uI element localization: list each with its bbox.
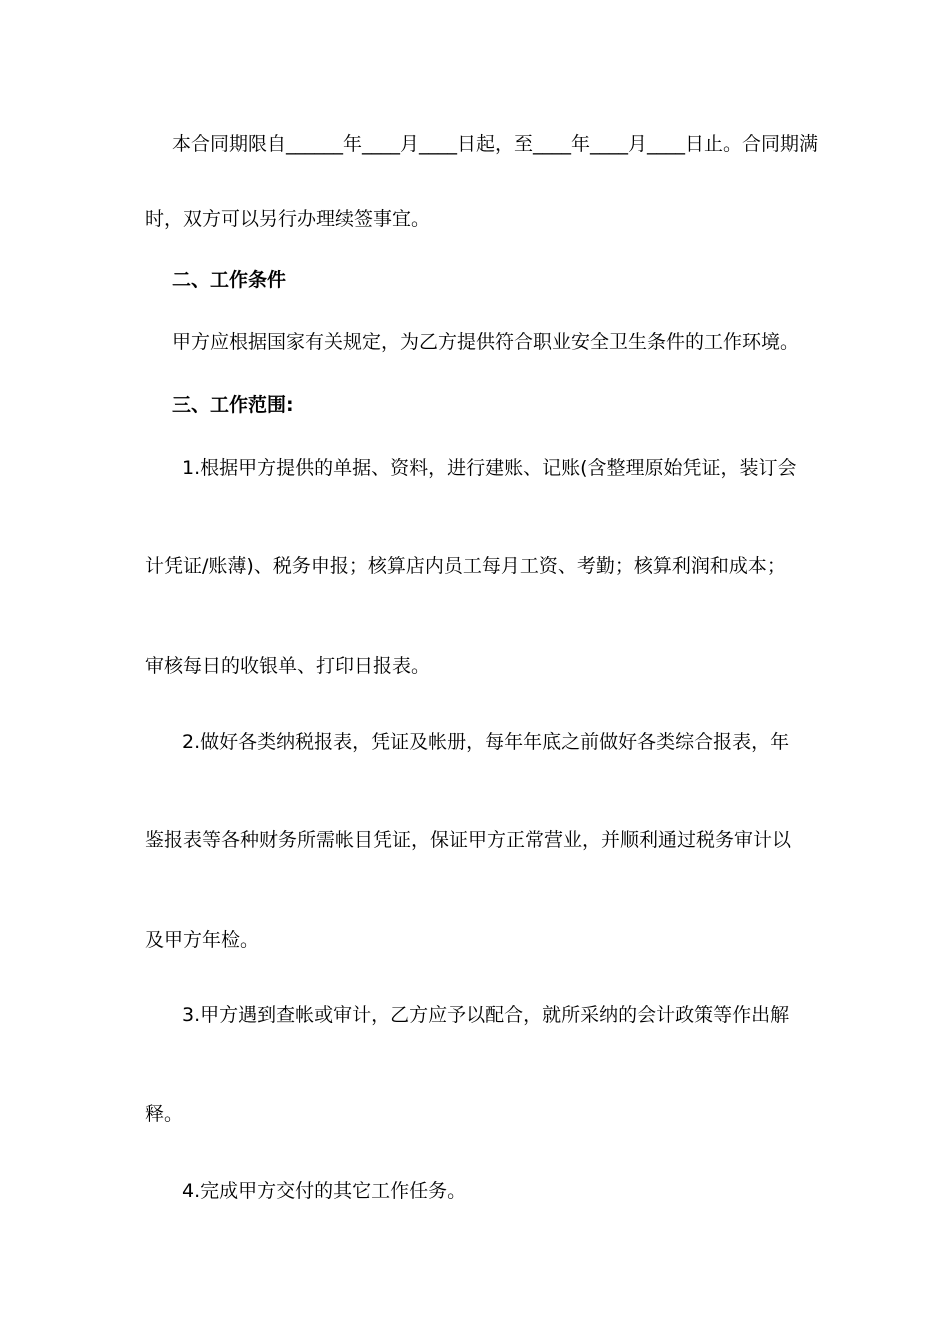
section-2-heading: 二、工作条件 [172,269,287,291]
scope-item-1-line-2: 计凭证/账薄)、税务申报；核算店内员工每月工资、考勤；核算利润和成本； [145,555,786,577]
scope-item-2-line-1: 2.做好各类纳税报表，凭证及帐册，每年年底之前做好各类综合报表，年 [182,731,790,753]
scope-item-3-line-2: 释。 [145,1103,184,1125]
scope-item-2-line-2: 鉴报表等各种财务所需帐目凭证，保证甲方正常营业，并顺利通过税务审计以 [145,829,792,851]
contract-term-line-1: 本合同期限自______年____月____日起，至____年____月____日止。合同期满 [172,133,819,155]
scope-item-2-line-3: 及甲方年检。 [145,929,260,951]
scope-item-3-line-1: 3.甲方遇到查帐或审计，乙方应予以配合，就所采纳的会计政策等作出解 [182,1004,790,1026]
section-3-heading: 三、工作范围: [172,394,294,416]
section-2-text: 甲方应根据国家有关规定，为乙方提供符合职业安全卫生条件的工作环境。 [172,331,800,353]
contract-term-line-2: 时，双方可以另行办理续签事宜。 [145,208,431,230]
scope-item-1-line-3: 审核每日的收银单、打印日报表。 [145,655,431,677]
scope-item-1-line-1: 1.根据甲方提供的单据、资料，进行建账、记账(含整理原始凭证，装订会 [182,457,797,479]
scope-item-4-line-1: 4.完成甲方交付的其它工作任务。 [182,1180,467,1202]
